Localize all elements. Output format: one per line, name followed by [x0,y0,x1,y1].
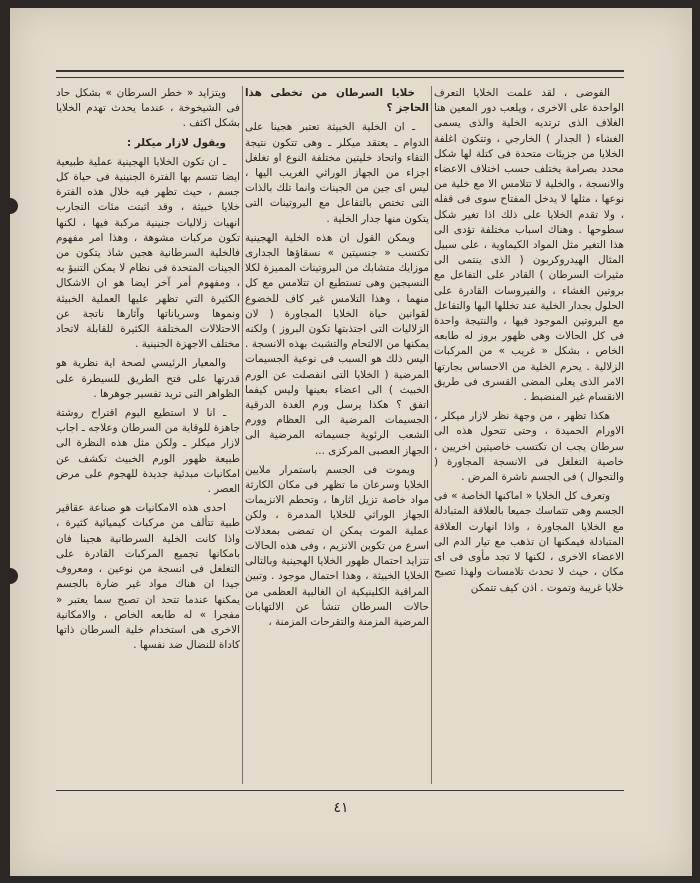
article-column-left [56,86,240,784]
paragraph: وتعرف كل الخلايا « اماكنها الخاصة » فى الجسم وهى تتماسك جميعا بالعلاقة المتبادلة مع الخلايا المجاورة ، واذا انهارت العلاقة المتبادلة فيمكنها ان تذهب مع تيار الدم الى الاعضاء الاخرى ، لكنها لا تجد مأوى فى اى مكان ، حيث لا تحدث تلامسات ولهذا تصبح خلايا غريبة وتموت . اذن كيف تتمكن [434,490,624,594]
column-divider [431,86,432,784]
paragraph: هكذا تظهر ، من وجهة نظر لازار ميكلر ، الاورام الحميدة ، وحتى تتحول هذه الى سرطان يجب ان تكتسب خاصيتين اخريين ، خاصية التغلغل فى الانسجة المجاورة ( والتجوال ) فى الجسم ناشرة المرض . [434,410,624,484]
paragraph: خلايا السرطان من تخطى هذا الحاجز ؟ [245,87,429,115]
header-rule-thin [56,77,624,78]
paragraph: ويتزايد « خطر السرطان » بشكل حاد فى الشيخوخة ، عندما يحدث تهدم الخلايا بشكل اكثف . [56,87,240,130]
binding-hole [10,568,18,584]
paragraph: ـ ان تكون الخلايا الهجينية عملية طبيعية ايضا تتسم بها الفترة الجنينية فى حياة كل جسم ، حيث تظهر فيه خلال هذه الفترة خلايا خبيثة ، وقد اثبتت مئات التجارب انهيات زلاليات جنينية مركبة فيها ، لكنها تكون مركبات مشوهة ، وهذا امر مفهوم فالخلية السرطانية هجين شاذ يتكون من الجينات المتحدة فى نظام لا يمكن التنبؤ به ، ومفهوم أمر آخر ايضا هو ان الاشكال الكثيرة التي تظهر عليها العملية الخبيثة ونموها وسرياناتها وآثارها ناتجة عن الاحتلالات المختلفة الكثيرة للقابلة لاتحاد مختلف الاجهزة الجنينية . [56,155,240,351]
paragraph: ـ ان الخلية الخبيثة تعتبر هجينا على الدوام ـ يعتقد ميكلر ـ وهى تتكون نتيجة التقاء واتحاد خليتين مختلفة النوع او تغلغل اجزاء من الجهاز الوراثي الغريب اليها ، ليس اى جين من الجينات وانما تلك بالذات التى تختص بالتفاعل مع البروتينات التى يتكون منها جدار الخلية . [245,121,429,225]
article-column-right [434,86,624,784]
paragraph: ويقول لازار ميكلر : [126,136,226,149]
paragraph: والمعيار الرئيسي لصحة اية نظرية هو قدرتها على فتح الطريق للسيطرة على الظواهر التى تريد تفسير جوهرها . [56,357,240,400]
paragraph: الفوضى ، لقد علمت الخلايا التعرف الواحدة على الاخرى ، ويلعب دور المعين هنا الغلاف الذى ترتديه الخلية والذى يسمى الغشاء ( الجدار ) الخارجي ، وتتكون اغلفة الخلايا من جزيئات متحدة فى كتلة لها شكل محدد بصرامة يختلف حسب اختلاف الاعضاء والانسجة ، والخلية لا تتلامس الا مع خلية من نوعها ، مثلها لا يدخل المفتاح سوى فى قفله ، ولا تقدم الخلايا على ذلك اذا تغير شكل سطوحها . وهناك اسباب مختلفة تؤدى الى هذا التغير مثل المواد الكيماوية ، على سبيل المثال الهيدروكربون ( الذى ينتمى الى مثيرات السرطان ) القادر على التفاعل مع بروتين الغشاء ، والفيروسات القادرة على الحلول بجدار الخلية عند تخللها اليها والتفاعل مع البروتين الموجود فيها ، والنتيجة واحدة فى كل الحالات وهى ظهور بروز له طابعه الخاص ، بشكل « غريب » من المركبات الزلالية . يحرم الخلية من الاحساس بجارتها الامر الذى يعلى المضى القسرى فى طريق الانقسام غير المنضبط . [434,87,624,404]
footer-rule [56,790,624,791]
paragraph: احدى هذه الامكانيات هو صناعة عقاقير طبية تتألف من مركبات كيميائية كثيرة ، واذا كانت الخلية السرطانية هجينا فان بامكانها تجميع المركبات القادرة على التغلغل فى انسجة من نوعين ، ومعروف جيدا ان هناك مواد غير ضارة بالجسم يمكنها عندما تتحد ان تصبح سما يعتبر « مفجرا » له طابعه الخاص ، والامكانية الاخرى هى استخدام خلية السرطان ذاتها كاداة للنضال ضد نفسها . [56,502,240,652]
binding-hole [10,198,18,214]
paragraph: ويمكن القول ان هذه الخلية الهجينية تكتسب « جنسيتين » نسقاؤها الجدارى موزايك متشابك من البروتينات المميزة لكلا النسيجين وهى تستطيع ان تتلامس مع كل منهما ، وهذا التلامس غير كاف للخضوع لقوانين حياة الخلايا المجاورة ( لان الزلاليات التى اجتذبتها تكون البروز ) ولكنه يمكنها من الالتحام والتشبث بهذه الانسجة . اليس ذلك هو السبب فى نوعية الجسيمات المرضية ( الخلايا التى انفصلت عن الورم الخبيث ) الى اعضاء بعينها وليس كيفما اتفق ؟ هكذا يرسل ورم الغدة الدرقية الجسيمات المرضية الى العظام وورم الشعب الرئوية جسيماته المرضية الى الجهاز العصبى المركزى ... [245,231,429,457]
column-divider [242,86,243,784]
page-number: ٤١ [333,800,349,816]
paragraph: ويموت فى الجسم باستمرار ملايين الخلايا وسرعان ما تظهر فى مكان الكارثة مواد خاصة تزيل اثارها ، وتحطم الانزيمات الجهاز الوراثي للخلايا المدمرة ، ولكن عملية الموت يمكن ان تمضى بمعدلات اسرع من تكوين الانزيم ، وفى هذه الحالات تتزايد احتمال ظهور الخلايا الهجينية وبالتالى الخلايا الخبيثة ، وهذا احتمال موجود . وتبين المراقبة الكلينيكية ان الغالبية العظمى من حالات السرطان تنشأ عن الالتهابات المرضية المزمنة والتقرحات المزمنة ، [245,463,429,628]
paragraph: ـ انا لا استطيع اليوم اقتراح روشتة جاهزة للوقاية من السرطان وعلاجه ـ اجاب لازار ميكلر ـ ولكن مثل هذه النظرة الى طبيعة ظهور الورم الخبيث تكشف عن امكانيات مبدئية جديدة للهجوم على مرض العصر . [56,407,240,496]
header-rule [56,70,624,72]
article-column-middle [245,86,429,784]
